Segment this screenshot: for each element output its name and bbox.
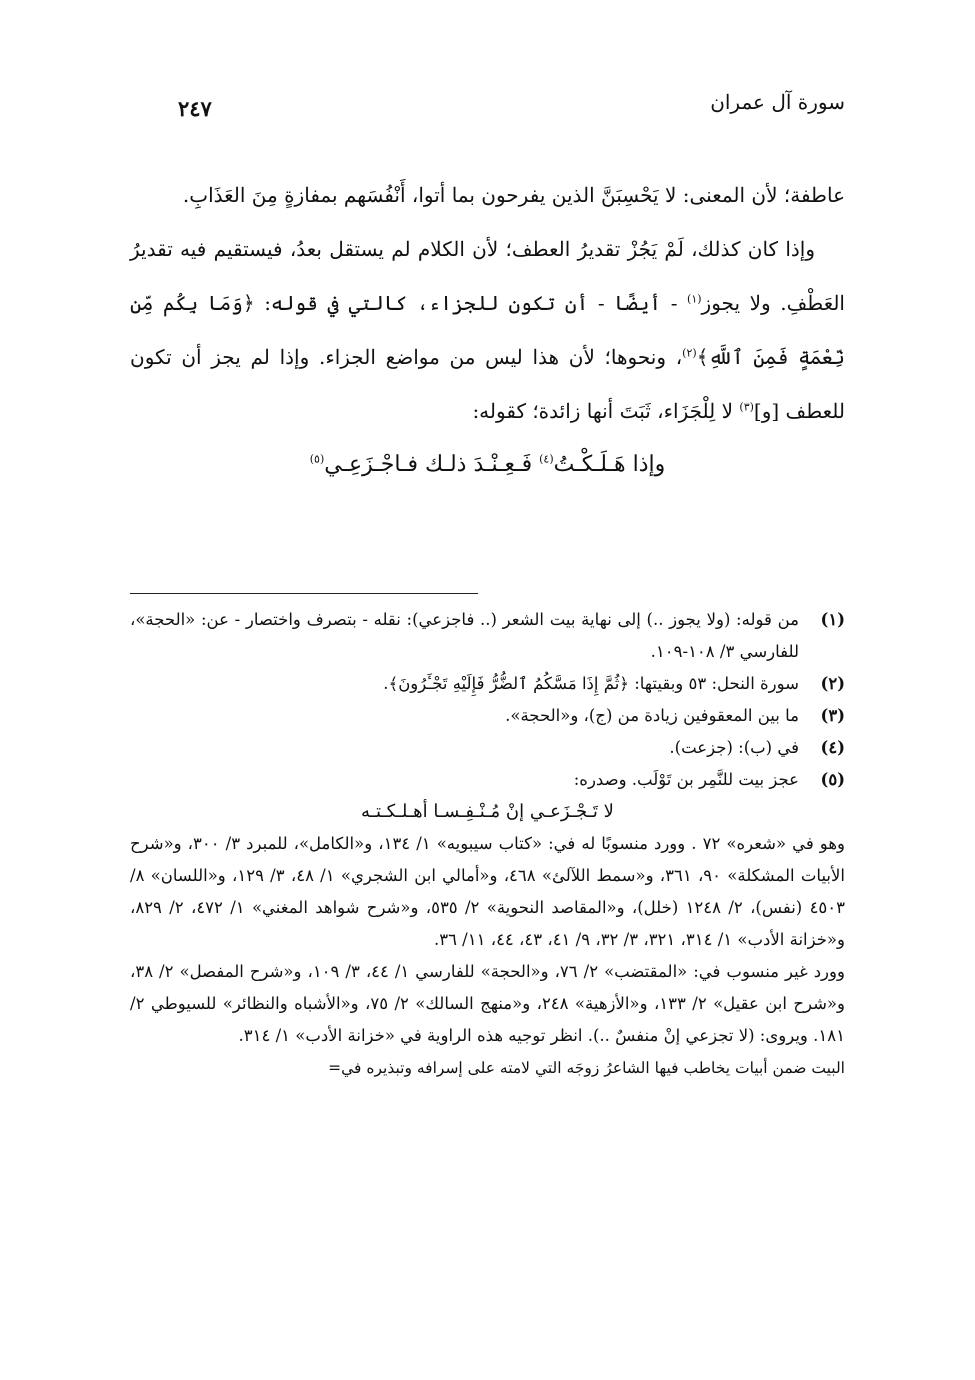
surah-title: سورة آل عمران <box>710 90 845 114</box>
paragraph-2 <box>130 222 845 438</box>
footnote-verse: لا تَـجْـزَعـي إنْ مُـنْـفِـسـا أهـلـكـتـه <box>361 801 614 822</box>
footnote-2 <box>130 668 845 700</box>
paragraph-2-part-b: - أيضًا - أن تكون للجزاء، كالتي في قوله: ﴿وَمَا بِكُم مِّن نِّعْمَةٍ فَمِنَ ٱللَّهِ﴾ <box>130 291 845 369</box>
footnote-text: من قوله: (ولا يجوز ..) إلى نهاية بيت الشعر (.. فاجزعي): نقله - بتصرف واختصار - عن: «الحجة»، للفارسي ٣/ ١٠٨-١٠٩. <box>130 610 799 661</box>
footnote-text: ما بين المعقوفين زيادة من (ج)، و«الحجة». <box>505 706 799 725</box>
footnote-ref-4: (٤) <box>539 452 554 466</box>
footnote-text: سورة النحل: ٥٣ وبقيتها: ﴿ثُمَّ إِذَا مَسَّكُمُ ٱلضُّرُّ فَإِلَيْهِ تَجْـَٔرُونَ﴾. <box>383 674 799 693</box>
footnote-1 <box>130 604 845 668</box>
page-number: ٢٤٧ <box>178 96 212 121</box>
footnote-number: (٥) <box>820 770 845 789</box>
footnote-number: (٤) <box>820 738 845 757</box>
footnote-text: عجز بيت للنَّمِر بن تَوْلَب. وصدره: <box>573 770 799 789</box>
footnotes <box>130 604 845 1084</box>
paragraph-2-part-c: ، ونحوها؛ لأن هذا ليس من مواضع الجزاء. وإذا لم يجز أن تكون للعطف [و] <box>130 345 845 423</box>
footnote-ref-1: (١) <box>687 292 702 306</box>
footnote-4 <box>130 732 845 764</box>
footnote-3 <box>130 700 845 732</box>
footnote-continuation: البيت ضمن أبيات يخاطب فيها الشاعرُ زوجَه التي لامته على إسرافه وتبذيره في= <box>328 1059 845 1077</box>
footnote-ref-5: (٥) <box>309 452 325 466</box>
footnote-ref-2: (٢) <box>682 346 697 360</box>
verse-line <box>130 438 845 492</box>
paragraph-2-part-d: لا لِلْجَزَاء، ثَبَتَ أنها زائدة؛ كقوله: <box>472 399 740 423</box>
running-header <box>150 90 845 130</box>
footnote-5 <box>130 764 845 796</box>
footnote-number: (٢) <box>820 674 845 693</box>
footnote-paragraph: وورد غير منسوب في: «المقتضب» ٢/ ٧٦، و«الحجة» للفارسي ١/ ٤٤، ٣/ ١٠٩، و«شرح المفصل» ٢/ ٣٨، و«شرح ابن عقيل» ٢/ ١٣٣، و«الأزهية» ٢٤٨، و«منهج السالك» ٢/ ٧٥، و«الأشباه والنظائر» للسيوطي ٢/ ١٨١. ويروى: (لا تجزعي إنْ منفسٌ ..). انظر توجيه هذه الراوية في «خزانة الأدب» ١/ ٣١٤. <box>130 962 845 1045</box>
main-text <box>130 168 845 492</box>
verse-part-b: فَـعِـنْـدَ ذلـك فـاجْـزَعِـي <box>324 452 540 477</box>
paragraph-2-part-a: وإذا كان كذلك، لَمْ يَجُزْ تقديرُ العطف؛ لأن الكلام لم يستقل بعدُ، فيستقيم فيه تقديرُ العَطْفِ. ولا يجوز <box>130 237 845 315</box>
paragraph-1: عاطفة؛ لأن المعنى: لا يَحْسِبَنَّ الذين يفرحون بما أتوا، أَنْفُسَهم بمفازةٍ مِنَ العَذَابِ. <box>182 183 845 207</box>
footnote-text: في (ب): (جزعت). <box>669 738 799 757</box>
footnote-separator <box>130 593 478 594</box>
footnote-ref-3: (٣) <box>739 400 754 414</box>
footnote-number: (٣) <box>820 706 845 725</box>
footnote-paragraph: وهو في «شعره» ٧٢ . وورد منسوبًا له في: «كتاب سيبويه» ١/ ١٣٤، و«الكامل»، للمبرد ٣/ ٣٠٠، و«شرح الأبيات المشكلة» ٩٠، ٣٦١، و«سمط اللآلئ» ٤٦٨، و«أمالي ابن الشجري» ١/ ٤٨، ٣/ ١٢٩، و«اللسان» ٨/ ٤٥٠٣ (نفس)، ٢/ ١٢٤٨ (خلل)، و«المقاصد النحوية» ٢/ ٥٣٥، و«شرح شواهد المغني» ١/ ٤٧٢، ٢/ ٨٢٩، و«خزانة الأدب» ١/ ٣١٤، ٣٢١، ٣/ ٣٢، ٩/ ٤١، ٤٣، ٤٤، ١١/ ٣٦. <box>130 834 846 949</box>
verse-part-a: وإذا هَـلَـكْـتُ <box>553 452 666 477</box>
footnote-number: (١) <box>820 610 845 629</box>
